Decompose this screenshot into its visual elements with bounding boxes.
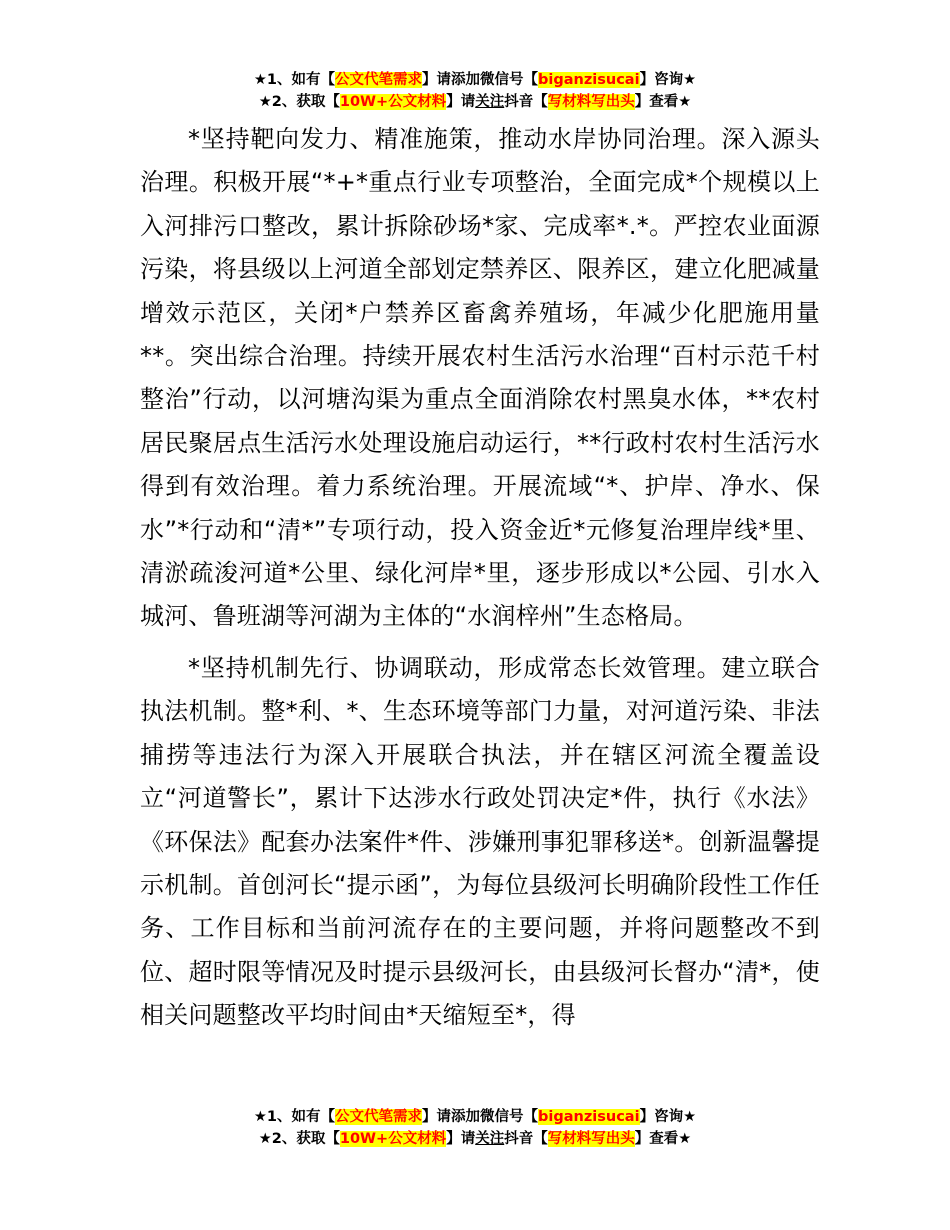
banner-underlined-text: 关注: [475, 1131, 505, 1147]
highlight-douyin: 写材料写出头: [547, 94, 635, 110]
banner-text: 】咨询★: [639, 1109, 697, 1125]
banner-text: 抖音【: [504, 1131, 548, 1147]
paragraph-1: *坚持靶向发力、精准施策，推动水岸协同治理。深入源头治理。积极开展“*+*重点行业专项整治，全面完成*个规模以上入河排污口整改，累计拆除砂场*家、完成率*.*。严控农业面源污染，将县级以上河道全部划定禁养区、限养区，建立化肥减量增效示范区，关闭*户禁养区畜禽养殖场，年减少化肥施用量**。突出综合治理。持续开展农村生活污水治理“百村示范千村整治”行动，以河塘沟渠为重点全面消除农村黑臭水体，**农村居民聚居点生活污水处理设施启动运行，**行政村农村生活污水得到有效治理。着力系统治理。开展流域“*、护岸、净水、保水”*行动和“清*”专项行动，投入资金近*元修复治理岸线*里、清淤疏浚河道*公里、绿化河岸*里，逐步形成以*公园、引水入城河、鲁班湖等河湖为主体的“水润梓州”生态格局。: [140, 125, 820, 631]
banner-text: ★2、获取【: [258, 94, 340, 110]
banner-text: 】请: [446, 94, 476, 110]
highlight-wechat-id: biganzisucai: [538, 1109, 640, 1125]
highlight-materials: 10W+公文材料: [339, 94, 447, 110]
banner-text: 】咨询★: [639, 72, 697, 88]
banner-line-2: [0, 1128, 950, 1150]
header-banner: [0, 69, 950, 113]
banner-text: 】查看★: [634, 94, 692, 110]
banner-text: 抖音【: [504, 94, 548, 110]
banner-text: ★1、如有【: [253, 72, 336, 88]
banner-line-2: [0, 91, 950, 113]
highlight-douyin: 写材料写出头: [547, 1131, 635, 1147]
banner-text: 】请添加微信号【: [422, 1109, 539, 1125]
document-body: [140, 118, 820, 1038]
highlight-service: 公文代笔需求: [335, 1109, 423, 1125]
banner-text: ★2、获取【: [258, 1131, 340, 1147]
highlight-service: 公文代笔需求: [335, 72, 423, 88]
highlight-materials: 10W+公文材料: [339, 1131, 447, 1147]
banner-text: ★1、如有【: [253, 1109, 336, 1125]
banner-text: 】请: [446, 1131, 476, 1147]
banner-line-1: [0, 69, 950, 91]
footer-banner: [0, 1106, 950, 1150]
highlight-wechat-id: biganzisucai: [538, 72, 640, 88]
banner-text: 】请添加微信号【: [422, 72, 539, 88]
banner-line-1: [0, 1106, 950, 1128]
banner-underlined-text: 关注: [475, 94, 505, 110]
paragraph-2: *坚持机制先行、协调联动，形成常态长效管理。建立联合执法机制。整*利、*、生态环境等部门力量，对河道污染、非法捕捞等违法行为深入开展联合执法，并在辖区河流全覆盖设立“河道警长”，累计下达涉水行政处罚决定*件，执行《水法》《环保法》配套办法案件*件、涉嫌刑事犯罪移送*。创新温馨提示机制。首创河长“提示函”，为每位县级河长明确阶段性工作任务、工作目标和当前河流存在的主要问题，并将问题整改不到位、超时限等情况及时提示县级河长，由县级河长督办“清*，使相关问题整改平均时间由*天缩短至*，得: [140, 653, 820, 1030]
banner-text: 】查看★: [634, 1131, 692, 1147]
